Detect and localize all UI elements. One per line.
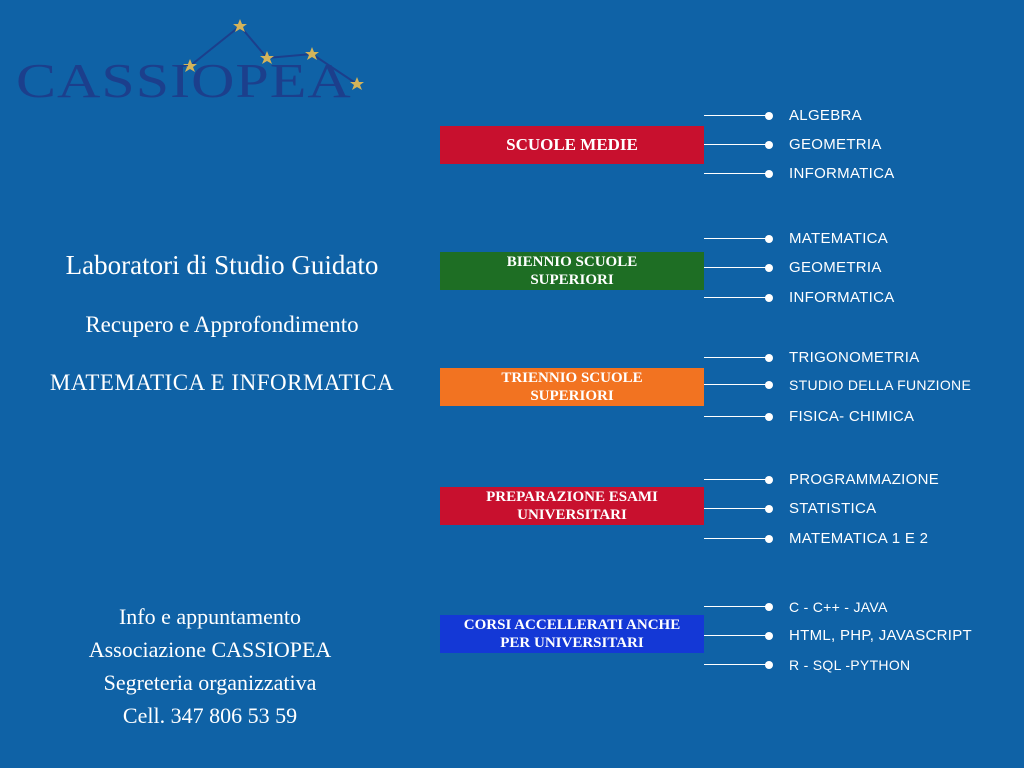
branch-label: INFORMATICA — [789, 289, 895, 306]
bullet-icon — [765, 505, 773, 513]
branch-item — [704, 138, 1004, 152]
branch-label: MATEMATICA 1 E 2 — [789, 530, 929, 547]
category-corsi-accelerati: CORSI ACCELLERATI ANCHE PER UNIVERSITARI — [440, 615, 704, 653]
branch-item — [704, 410, 1004, 424]
category-biennio: BIENNIO SCUOLE SUPERIORI — [440, 252, 704, 290]
branch-label: R - SQL -PYTHON — [789, 657, 911, 673]
headline-subtitle: Recupero e Approfondimento — [85, 312, 359, 337]
branch-label: INFORMATICA — [789, 165, 895, 182]
contact-phone: Cell. 347 806 53 59 — [122, 703, 298, 728]
bullet-icon — [765, 170, 773, 178]
branch-label: TRIGONOMETRIA — [789, 349, 920, 366]
branch-label: MATEMATICA — [789, 230, 889, 247]
branch-label: GEOMETRIA — [789, 136, 882, 153]
branch-item — [704, 232, 1004, 246]
bullet-icon — [765, 413, 773, 421]
branch-item — [704, 291, 1004, 305]
headline-subjects: MATEMATICA E INFORMATICA — [49, 370, 395, 395]
contact-info — [40, 600, 380, 732]
contact-line: Segreteria organizzativa — [103, 670, 317, 695]
bullet-icon — [765, 112, 773, 120]
branch-label: ALGEBRA — [789, 107, 862, 124]
branch-label: FISICA- CHIMICA — [789, 408, 915, 425]
branch-item — [704, 502, 1004, 516]
branch-item — [704, 600, 1004, 614]
bullet-icon — [765, 535, 773, 543]
branch-item — [704, 658, 1004, 672]
bullet-icon — [765, 264, 773, 272]
contact-line: Associazione CASSIOPEA — [88, 637, 332, 662]
bullet-icon — [765, 235, 773, 243]
bullet-icon — [765, 141, 773, 149]
branch-label: STATISTICA — [789, 500, 877, 517]
branch-label: STUDIO DELLA FUNZIONE — [789, 377, 972, 393]
branch-item — [704, 261, 1004, 275]
bullet-icon — [765, 294, 773, 302]
bullet-icon — [765, 476, 773, 484]
branch-label: PROGRAMMAZIONE — [789, 471, 940, 488]
branch-label: GEOMETRIA — [789, 259, 882, 276]
branch-item — [704, 351, 1004, 365]
bullet-icon — [765, 661, 773, 669]
branch-item — [704, 109, 1004, 123]
category-esami-universitari: PREPARAZIONE ESAMI UNIVERSITARI — [440, 487, 704, 525]
branch-item — [704, 378, 1004, 392]
branch-item — [704, 167, 1004, 181]
logo-text: CASSIOPEA — [16, 53, 352, 108]
branch-item — [704, 473, 1004, 487]
category-triennio: TRIENNIO SCUOLE SUPERIORI — [440, 368, 704, 406]
cassiopea-logo — [12, 18, 372, 114]
bullet-icon — [765, 354, 773, 362]
branch-label: C - C++ - JAVA — [789, 599, 888, 615]
branch-item — [704, 532, 1004, 546]
contact-line: Info e appuntamento — [118, 604, 302, 629]
bullet-icon — [765, 603, 773, 611]
branch-item — [704, 629, 1004, 643]
branch-label: HTML, PHP, JAVASCRIPT — [789, 627, 973, 644]
category-scuole-medie: SCUOLE MEDIE — [440, 126, 704, 164]
headline-title: Laboratori di Studio Guidato — [65, 250, 379, 280]
bullet-icon — [765, 632, 773, 640]
bullet-icon — [765, 381, 773, 389]
